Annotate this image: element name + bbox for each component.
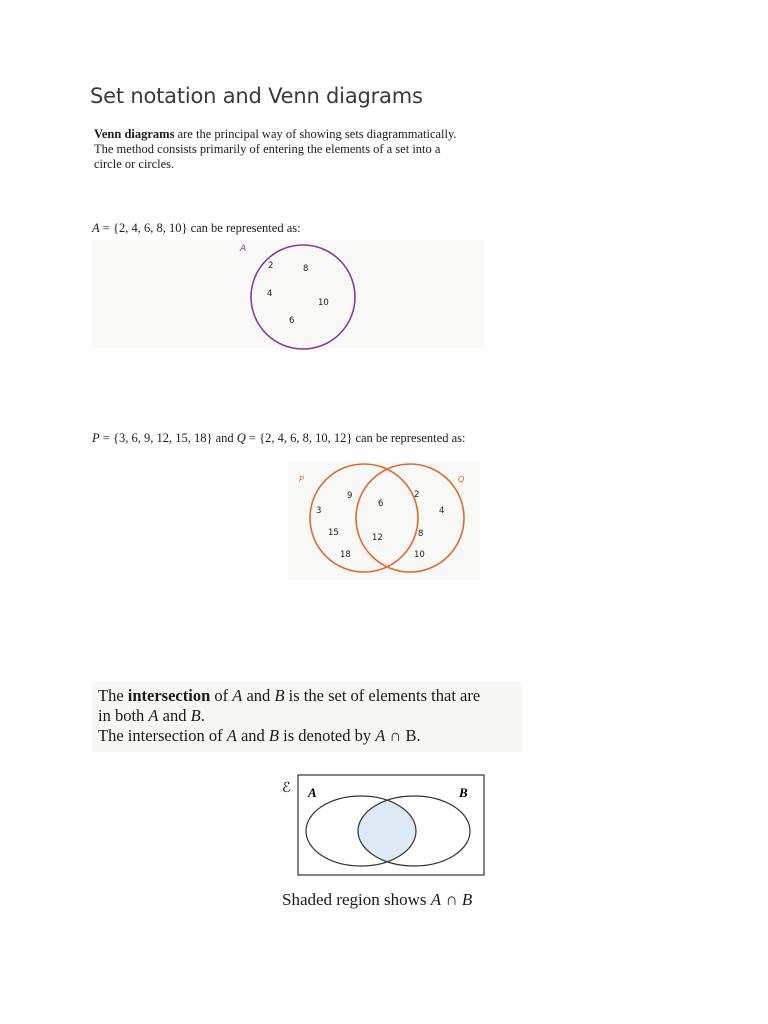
intro-line1: are the principal way of showing sets diagrammatically. [174, 127, 457, 141]
venn-diagram-p-q [288, 462, 480, 580]
element: 6 [289, 316, 295, 326]
var-a: A [375, 726, 386, 745]
text-run: The intersection of [98, 726, 227, 745]
set-p-name: P [92, 431, 100, 445]
element: 12 [372, 533, 383, 543]
intersection-term: intersection [127, 686, 211, 705]
element: 2 [268, 261, 274, 271]
text-run: and [236, 726, 269, 745]
element: 8 [303, 264, 309, 274]
text-run: and [158, 706, 191, 725]
text-run: is denoted by [279, 726, 376, 745]
set-q-name: Q [236, 431, 246, 445]
example2-statement [92, 431, 465, 446]
element: 9 [347, 491, 353, 501]
set-q-label: Q [458, 475, 465, 484]
example1-statement [92, 221, 301, 236]
set-a-elements: = {2, 4, 6, 8, 10} [99, 221, 191, 235]
var-b: B [268, 726, 280, 745]
set-p-label: P [299, 475, 304, 484]
var-a: A [148, 706, 159, 725]
text-run: and [242, 686, 275, 705]
element: 18 [340, 550, 351, 560]
text-run: The [98, 686, 128, 705]
element: 6 [378, 499, 384, 509]
set-p-elements: = {3, 6, 9, 12, 15, 18} and [99, 431, 237, 445]
set-q-circle [356, 464, 464, 572]
intro-bold-term: Venn diagrams [94, 127, 175, 141]
intersection-symbol: ∩ [441, 890, 462, 909]
element: 8 [418, 529, 424, 539]
text-run: . [200, 706, 205, 725]
text-run: ∩ B. [385, 726, 421, 745]
page-title: Set notation and Venn diagrams [90, 84, 423, 108]
element: 10 [318, 298, 329, 308]
venn-diagram-a [232, 238, 372, 350]
text-run: is the set of elements that are [284, 686, 481, 705]
figure-caption [282, 890, 472, 910]
var-a: A [430, 890, 442, 909]
var-a: A [226, 726, 237, 745]
intro-paragraph [94, 127, 494, 172]
universal-set-symbol: ℰ [282, 780, 291, 796]
set-p-circle [310, 464, 418, 572]
element: 4 [439, 506, 445, 516]
intro-line2: The method consists primarily of entering the elements of a set into a [94, 142, 441, 156]
set-b-label: B [459, 785, 468, 800]
intro-line3: circle or circles. [94, 157, 175, 171]
element: 3 [316, 506, 322, 516]
set-a-name: A [92, 221, 100, 235]
text-run: of [210, 686, 233, 705]
var-b: B [190, 706, 201, 725]
venn-diagram-intersection [278, 770, 490, 880]
element: 10 [414, 550, 425, 560]
var-b: B [274, 686, 285, 705]
element: 15 [328, 528, 339, 538]
example1-rest: can be represented as: [190, 221, 301, 235]
caption-text: Shaded region shows [282, 890, 431, 909]
set-q-elements: = {2, 4, 6, 8, 10, 12} can be represented as: [245, 431, 466, 445]
element: 4 [267, 289, 273, 299]
set-a-label: A [240, 244, 247, 254]
text-run: in both [98, 706, 149, 725]
var-a: A [232, 686, 243, 705]
set-a-label: A [308, 785, 317, 800]
element: 2 [414, 490, 420, 500]
var-b: B [461, 890, 473, 909]
intersection-definition [98, 686, 528, 746]
